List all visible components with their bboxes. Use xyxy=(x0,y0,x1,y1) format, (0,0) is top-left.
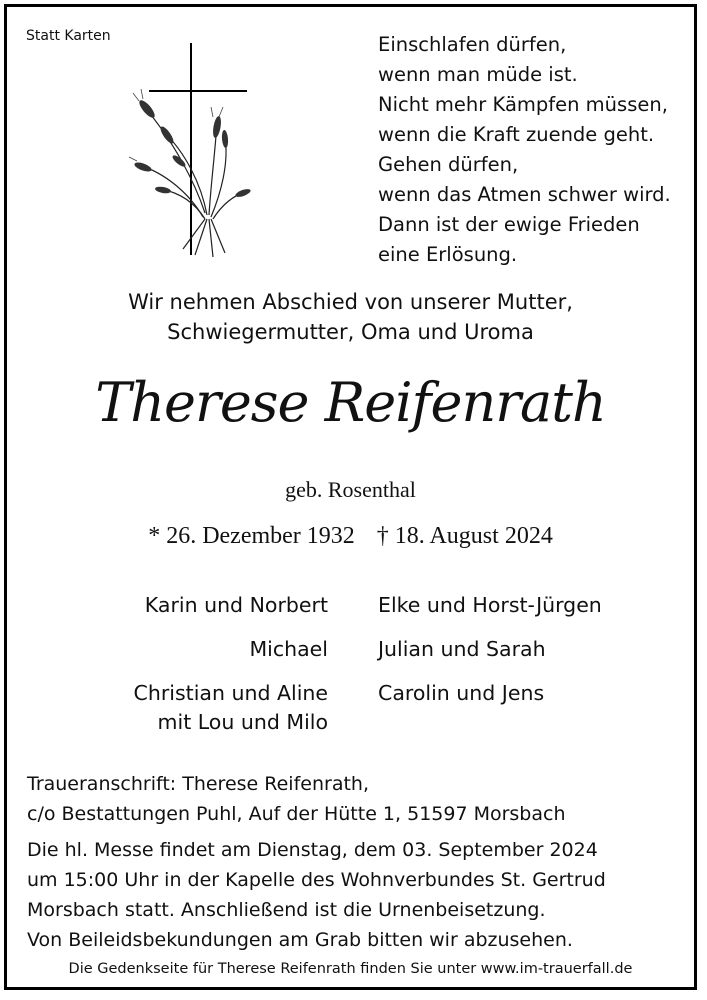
poem-line: wenn die Kraft zuende geht. xyxy=(378,123,655,146)
mourner-entry: mit Lou und Milo xyxy=(157,710,328,734)
mourner-entry: Elke und Horst-Jürgen xyxy=(378,593,602,617)
memorial-link-note: Die Gedenkseite für Therese Reifenrath finden Sie unter www.im-trauerfall.de xyxy=(68,961,633,977)
mourner-entry: Carolin und Jens xyxy=(378,681,545,705)
address-line: c/o Bestattungen Puhl, Auf der Hütte 1, 51597 Morsbach xyxy=(27,803,566,825)
poem-line: Einschlafen dürfen, xyxy=(378,33,567,56)
poem-line: Gehen dürfen, xyxy=(378,153,519,176)
service-line: Von Beileidsbekundungen am Grab bitten wir abzusehen. xyxy=(27,929,573,951)
service-line: um 15:00 Uhr in der Kapelle des Wohnverbundes St. Gertrud xyxy=(27,869,606,891)
poem-line: Dann ist der ewige Frieden xyxy=(378,213,640,236)
birth-date: * 26. Dezember 1932 xyxy=(148,523,355,549)
mourner-entry: Christian und Aline xyxy=(133,681,328,705)
service-line: Die hl. Messe findet am Dienstag, dem 03. September 2024 xyxy=(27,839,598,861)
cross-with-wheat-icon xyxy=(125,43,255,259)
mourner-entry: Julian und Sarah xyxy=(378,637,546,661)
service-line: Morsbach statt. Anschließend ist die Urnenbeisetzung. xyxy=(27,899,546,921)
poem-line: eine Erlösung. xyxy=(378,243,518,266)
mourner-entry: Karin und Norbert xyxy=(144,593,328,617)
footer-info xyxy=(27,769,606,955)
maiden-name: geb. Rosenthal xyxy=(285,477,416,502)
address-line: Traueranschrift: Therese Reifenrath, xyxy=(27,773,369,795)
intro-line: Schwiegermutter, Oma und Uroma xyxy=(167,320,534,344)
obituary-card xyxy=(4,4,697,990)
mourner-entry: Michael xyxy=(249,637,328,661)
intro-line: Wir nehmen Abschied von unserer Mutter, xyxy=(128,290,573,314)
header-note: Statt Karten xyxy=(26,28,111,44)
poem-line: Nicht mehr Kämpfen müssen, xyxy=(378,93,668,116)
deceased-name: Therese Reifenrath xyxy=(95,371,606,434)
death-date: † 18. August 2024 xyxy=(376,523,553,549)
farewell-intro xyxy=(7,287,694,347)
poem-line: wenn das Atmen schwer wird. xyxy=(378,183,671,206)
life-dates xyxy=(7,523,694,550)
poem-line: wenn man müde ist. xyxy=(378,63,578,86)
poem xyxy=(378,30,671,270)
